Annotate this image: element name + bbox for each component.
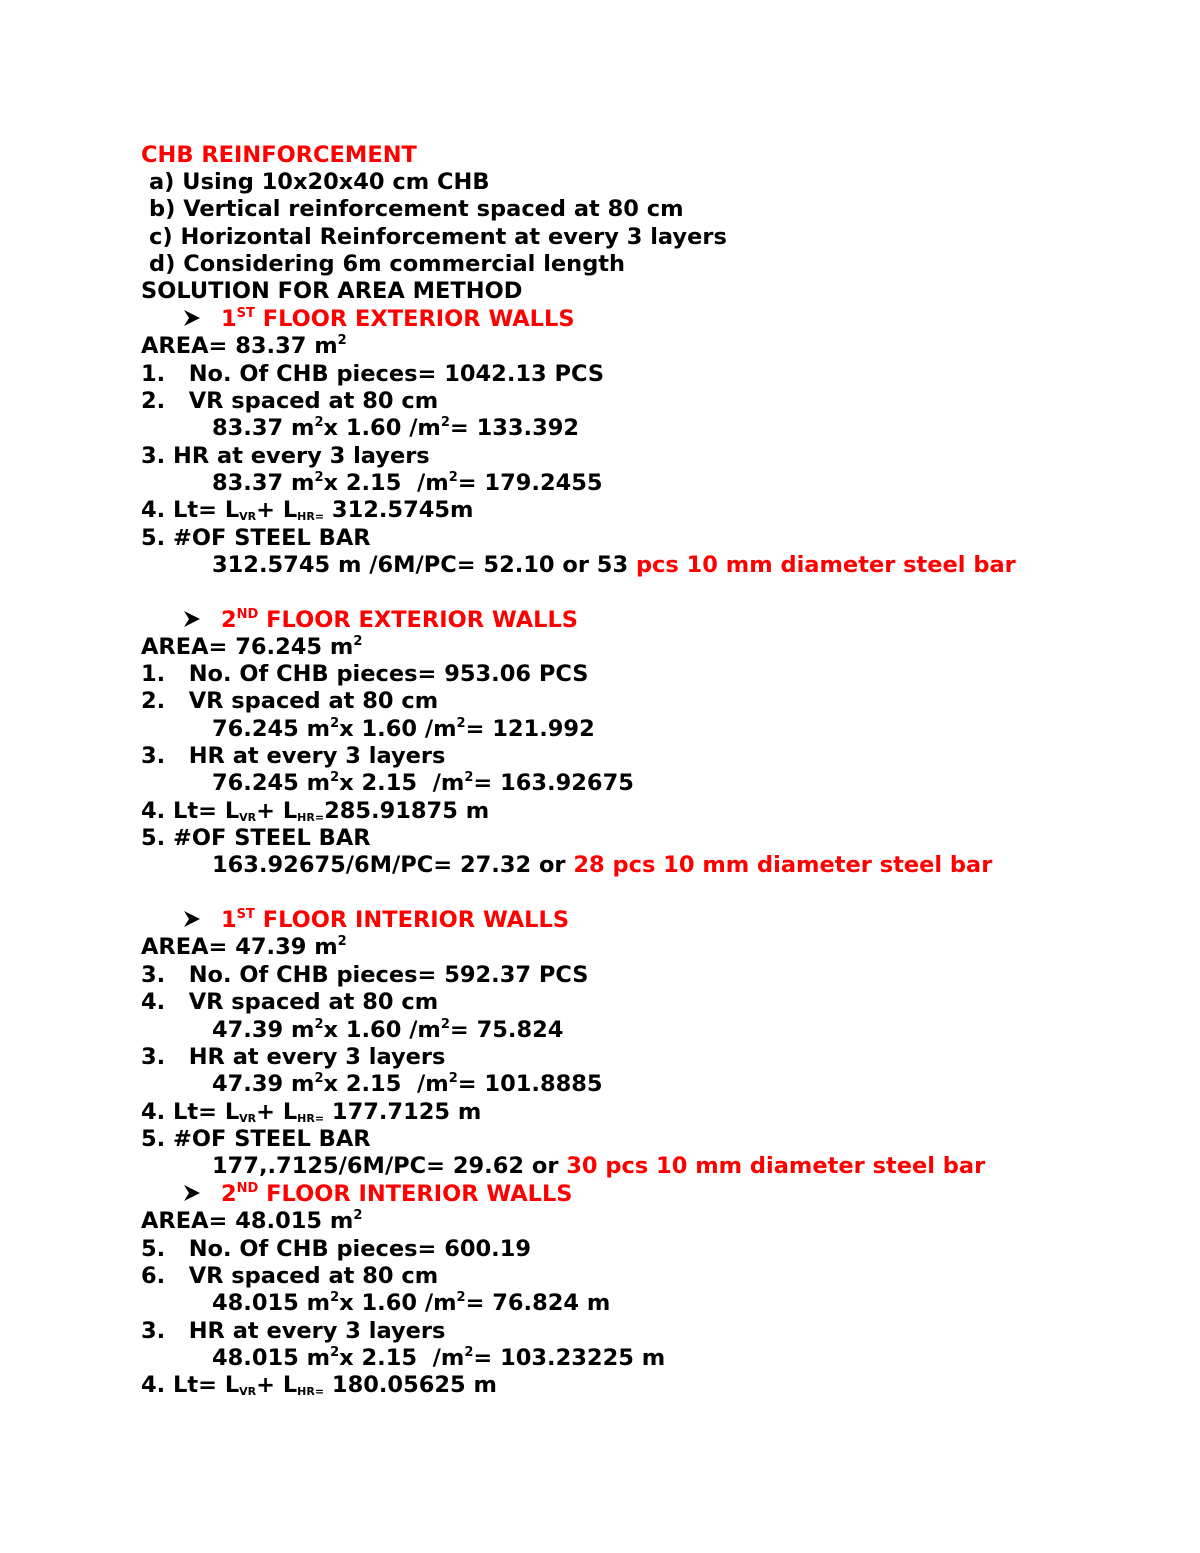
steel-bar-calc-line: 177,.7125/6M/PC= 29.62 or 30 pcs 10 mm diameter steel bar	[212, 1153, 986, 1179]
vr-line: 2. VR spaced at 80 cm	[141, 388, 439, 414]
hr-line: 3. HR at every 3 layers	[141, 743, 446, 769]
steel-bar-line: 5. #OF STEEL BAR	[141, 825, 371, 851]
vr-line: 6. VR spaced at 80 cm	[141, 1263, 439, 1289]
hr-line: 3. HR at every 3 layers	[141, 443, 430, 469]
hr-calc-line: 47.39 $m^2x$ 2.15 $/m^2= 101.8885$	[212, 1071, 603, 1097]
solution-heading: SOLUTION FOR AREA METHOD	[141, 278, 523, 304]
hr-line: 3. HR at every 3 layers	[141, 1318, 446, 1344]
vr-calc-line: 48.015 $m^2x$ 1.60 $/m^2= 76.824$ m	[212, 1290, 611, 1316]
steel-bar-calc-line: 163.92675/6M/PC= 27.32 or 28 pcs 10 mm diameter steel bar	[212, 852, 993, 878]
lt-line: 4. Lt= LVR+ LHR= 312.5745m	[141, 497, 474, 523]
area-line: AREA= 47.39 $m^2$	[141, 934, 347, 960]
arrow-bullet-icon	[183, 907, 221, 934]
chb-pieces-line: 5. No. Of CHB pieces= 600.19	[141, 1236, 532, 1262]
arrow-bullet-icon	[183, 607, 221, 634]
area-line: AREA= 83.37 $m^2$	[141, 333, 347, 359]
chb-pieces-line: 3. No. Of CHB pieces= 592.37 PCS	[141, 962, 589, 988]
hr-calc-line: 83.37 $m^2x$ 2.15 $/m^2= 179.2455$	[212, 470, 603, 496]
section-heading: 2ND FLOOR EXTERIOR WALLS	[183, 607, 578, 634]
given-b: b) Vertical reinforcement spaced at 80 cm	[149, 196, 684, 222]
arrow-bullet-icon	[183, 306, 221, 333]
vr-calc-line: 83.37 $m^2x$ 1.60 $/m^2= 133.392$	[212, 415, 580, 441]
steel-bar-line: 5. #OF STEEL BAR	[141, 525, 371, 551]
given-d: d) Considering 6m commercial length	[149, 251, 626, 277]
hr-calc-line: 48.015 $m^2x$ 2.15 $/m^2= 103.23225$ m	[212, 1345, 666, 1371]
chb-pieces-line: 1. No. Of CHB pieces= 1042.13 PCS	[141, 361, 605, 387]
area-line: AREA= 48.015 $m^2$	[141, 1208, 363, 1234]
steel-bar-line: 5. #OF STEEL BAR	[141, 1126, 371, 1152]
arrow-bullet-icon	[183, 1181, 221, 1208]
lt-line: 4. Lt= LVR+ LHR= 180.05625 m	[141, 1372, 497, 1398]
lt-line: 4. Lt= LVR+ LHR=285.91875 m	[141, 798, 490, 824]
chb-pieces-line: 1. No. Of CHB pieces= 953.06 PCS	[141, 661, 589, 687]
section-heading: 1ST FLOOR INTERIOR WALLS	[183, 907, 569, 934]
document-title: CHB REINFORCEMENT	[141, 142, 417, 168]
hr-calc-line: 76.245 $m^2x$ 2.15 $/m^2= 163.92675$	[212, 770, 634, 796]
vr-line: 2. VR spaced at 80 cm	[141, 688, 439, 714]
section-heading: 1ST FLOOR EXTERIOR WALLS	[183, 306, 575, 333]
given-a: a) Using 10x20x40 cm CHB	[149, 169, 490, 195]
given-c: c) Horizontal Reinforcement at every 3 layers	[149, 224, 727, 250]
section-heading: 2ND FLOOR INTERIOR WALLS	[183, 1181, 572, 1208]
vr-calc-line: 47.39 $m^2x$ 1.60 $/m^2= 75.824$	[212, 1017, 564, 1043]
lt-line: 4. Lt= LVR+ LHR= 177.7125 m	[141, 1099, 482, 1125]
steel-bar-calc-line: 312.5745 m /6M/PC= 52.10 or 53 pcs 10 mm diameter steel bar	[212, 552, 1016, 578]
hr-line: 3. HR at every 3 layers	[141, 1044, 446, 1070]
vr-calc-line: 76.245 $m^2x$ 1.60 $/m^2= 121.992$	[212, 716, 595, 742]
area-line: AREA= 76.245 $m^2$	[141, 634, 363, 660]
vr-line: 4. VR spaced at 80 cm	[141, 989, 439, 1015]
